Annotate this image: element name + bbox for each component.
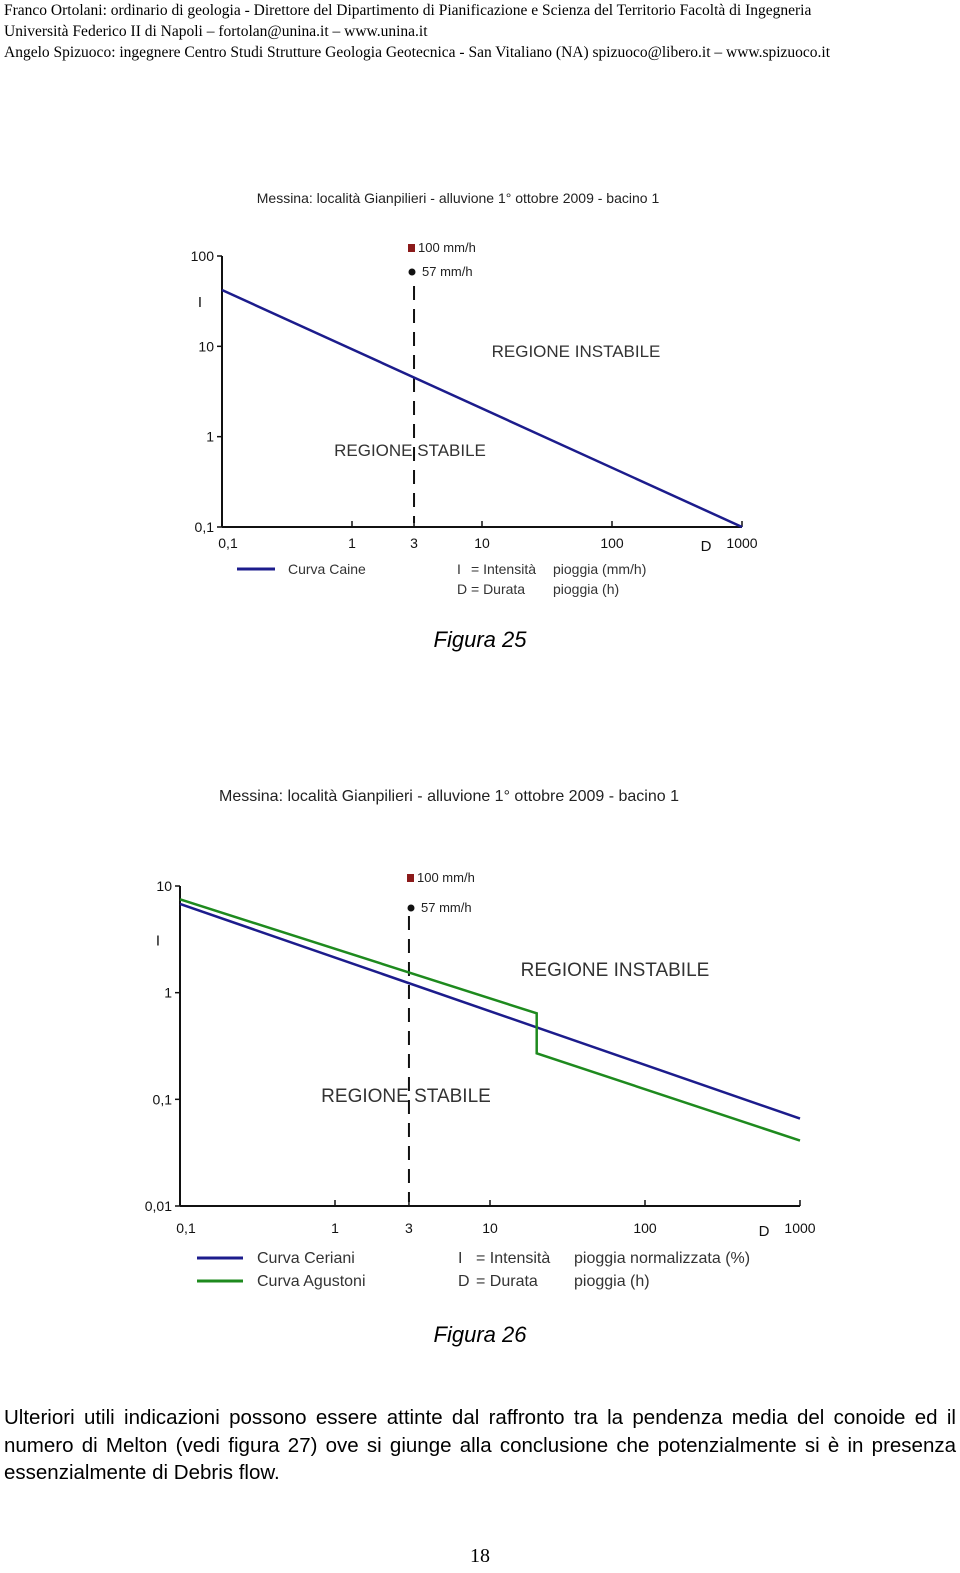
x-axis-label: D [758,1223,770,1240]
legend-desc: pioggia (h) [553,581,620,597]
legend-desc: pioggia (h) [574,1273,650,1290]
header-line-2: Università Federico II di Napoli – fortolan@unina.it – www.unina.it [4,23,428,40]
figure-26-chart [0,778,960,1308]
marker-label: 57 mm/h [422,264,473,279]
region-instabile-label: REGIONE INSTABILE [520,960,710,981]
legend-desc: pioggia (mm/h) [553,561,647,577]
legend-label: Curva Agustoni [257,1273,366,1290]
y-tick-label: 10 [198,338,214,355]
legend-desc: pioggia normalizzata (%) [574,1250,751,1267]
region-stabile-label: REGIONE STABILE [334,441,486,460]
legend-symbol: D [457,581,468,597]
x-tick-label: 0,1 [176,1220,196,1236]
x-tick-label: 1000 [726,535,758,551]
x-axis-label: D [700,538,712,555]
region-instabile-label: REGIONE INSTABILE [491,342,661,361]
x-tick-label: 100 [600,535,624,551]
x-tick-label: 10 [482,1220,498,1236]
page-number: 18 [470,1545,490,1567]
y-tick-label: 0,1 [194,519,214,535]
marker-square [408,244,415,252]
marker-square [407,874,414,882]
x-tick-label: 1 [331,1220,339,1236]
body-paragraph: Ulteriori utili indicazioni possono essere attinte dal raffronto tra la pendenza media del conoide ed il numero di Melton (vedi figura 27) ove si giunge alla conclusione che potenzialmente si è in presenza essenzialmente di Debris flow. [4,1406,956,1484]
y-tick-label: 1 [206,428,214,445]
figure-25-chart [0,180,960,610]
marker-circle [409,269,416,276]
series-line [222,290,742,527]
page-header [4,0,956,63]
figure-26-caption: Figura 26 [433,1322,527,1347]
x-tick-label: 1000 [784,1220,816,1236]
chart-title: Messina: località Gianpilieri - alluvione 1° ottobre 2009 - bacino 1 [256,190,660,206]
legend-note: = Intensità [476,1250,551,1267]
legend-note: = Durata [476,1273,538,1290]
marker-label: 100 mm/h [418,240,476,255]
y-tick-label: 0,01 [144,1198,172,1214]
header-line-1: Franco Ortolani: ordinario di geologia - Direttore del Dipartimento di Pianificazione e Scienza del Territorio Facoltà di Ingegneria [4,2,812,19]
legend-label: Curva Ceriani [257,1250,355,1267]
marker-label: 57 mm/h [421,900,472,915]
x-tick-label: 100 [633,1220,657,1236]
y-axis-label: I [197,294,203,312]
x-tick-label: 0,1 [218,535,238,551]
legend-symbol: I [458,1250,463,1267]
marker-label: 100 mm/h [417,870,475,885]
y-tick-label: 100 [190,248,214,264]
y-tick-label: 0,1 [152,1091,172,1108]
chart-title: Messina: località Gianpilieri - alluvione 1° ottobre 2009 - bacino 1 [219,788,679,805]
region-stabile-label: REGIONE STABILE [321,1086,491,1107]
legend-symbol: I [457,561,461,577]
y-tick-label: 1 [164,984,172,1001]
legend-note: = Durata [471,581,526,597]
header-line-3: Angelo Spizuoco: ingegnere Centro Studi Strutture Geologia Geotecnica - San Vitaliano (NA) spizuoco@libero.it – www.spizuoco.it [4,44,831,61]
x-tick-label: 3 [405,1220,413,1236]
x-tick-label: 1 [348,535,356,551]
x-tick-label: 10 [474,535,490,551]
y-axis-label: I [155,932,161,950]
x-tick-label: 3 [410,535,418,551]
legend-note: = Intensità [471,561,536,577]
y-tick-label: 10 [156,878,172,894]
figure-25-caption: Figura 25 [433,627,527,652]
legend-symbol: D [458,1273,470,1290]
legend-label: Curva Caine [288,561,366,577]
marker-circle [408,905,415,912]
